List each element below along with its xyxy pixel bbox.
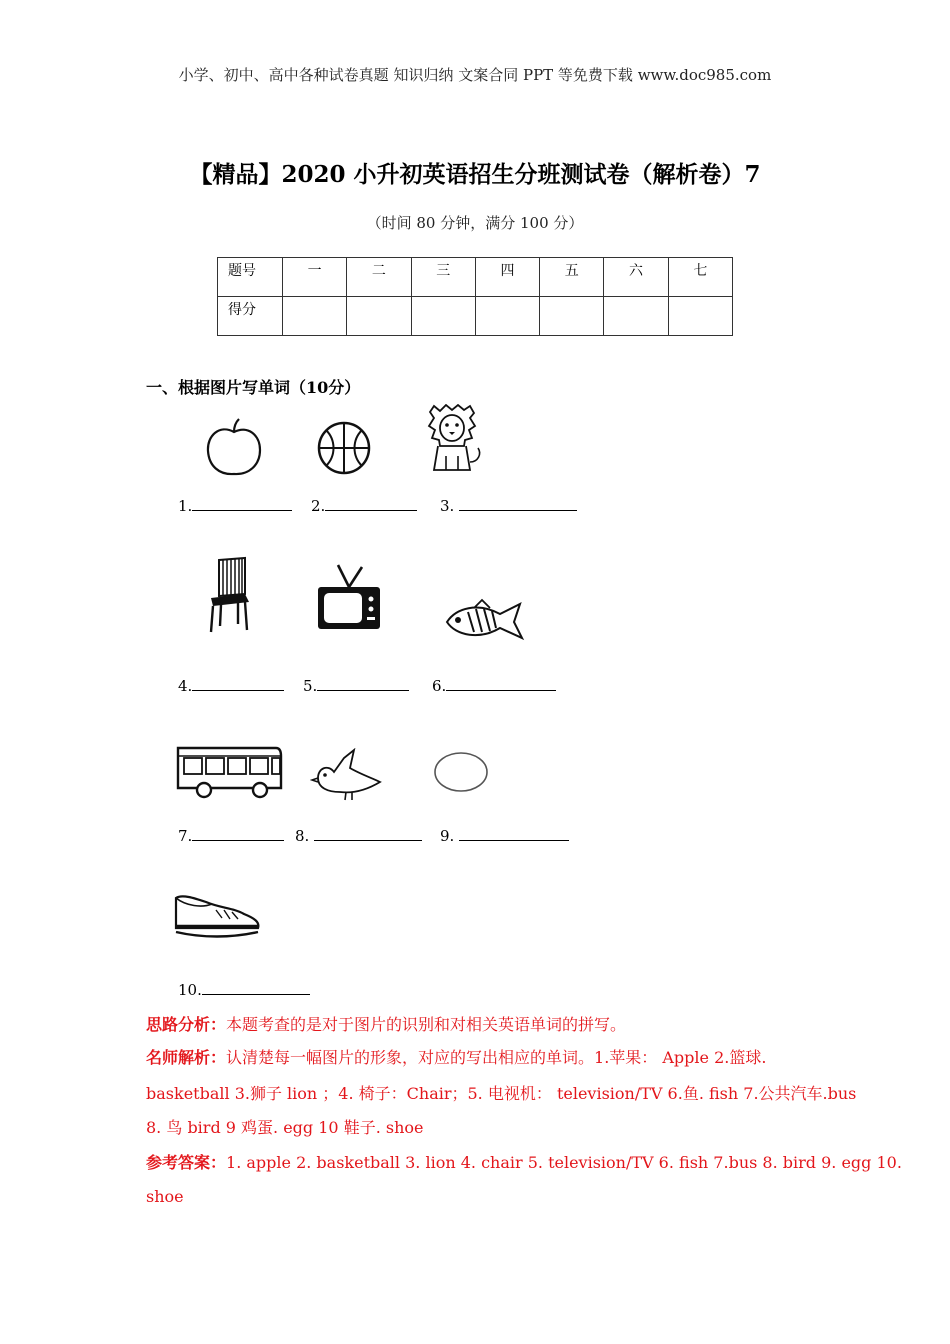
answer-blank-2[interactable]: 2. xyxy=(311,496,417,515)
score-cell[interactable] xyxy=(540,297,604,336)
score-cell[interactable] xyxy=(604,297,668,336)
exam-subtitle: （时间 80 分钟，满分 100 分） xyxy=(366,214,584,232)
blank-line[interactable] xyxy=(459,826,569,841)
score-table-col-3: 三 xyxy=(411,258,475,297)
score-table-col-7: 七 xyxy=(668,258,732,297)
blank-line[interactable] xyxy=(202,980,310,995)
score-table xyxy=(217,257,733,336)
blank-line[interactable] xyxy=(459,496,577,511)
egg-icon xyxy=(432,750,490,794)
score-table-label-qnum: 题号 xyxy=(218,258,283,297)
teacher-paragraph-line2: basketball 3.狮子 lion ；4. 椅子：Chair；5. 电视机： television/TV 6.鱼. fish 7.公共汽车.bus xyxy=(146,1084,857,1103)
blank-line[interactable] xyxy=(325,496,417,511)
answer-paragraph-line1: 参考答案：1. apple 2. basketball 3. lion 4. chair 5. television/TV 6. fish 7.bus 8. bird 9. egg 10. xyxy=(146,1153,902,1172)
blank-line[interactable] xyxy=(192,676,284,691)
answer-blank-4[interactable]: 4. xyxy=(178,676,284,695)
blank-line[interactable] xyxy=(192,496,292,511)
score-table-col-5: 五 xyxy=(540,258,604,297)
answer-blank-8[interactable]: 8. xyxy=(295,826,422,845)
score-cell[interactable] xyxy=(283,297,347,336)
answer-paragraph-line2: shoe xyxy=(146,1187,184,1206)
bird-icon xyxy=(310,748,382,802)
bus-icon xyxy=(174,744,284,800)
score-table-col-2: 二 xyxy=(347,258,411,297)
blank-line[interactable] xyxy=(192,826,284,841)
score-table-label-score: 得分 xyxy=(218,297,283,336)
basketball-icon xyxy=(316,420,372,476)
page-title: 【精品】2020 小升初英语招生分班测试卷（解析卷）7 xyxy=(189,161,761,188)
lion-icon xyxy=(420,404,486,476)
blank-line[interactable] xyxy=(314,826,422,841)
score-table-col-6: 六 xyxy=(604,258,668,297)
blank-line[interactable] xyxy=(317,676,409,691)
analysis-text: 本题考查的是对于图片的识别和对相关英语单词的拼写。 xyxy=(226,1015,627,1034)
answer-label: 参考答案： xyxy=(146,1153,227,1172)
score-cell[interactable] xyxy=(347,297,411,336)
answer-blank-6[interactable]: 6. xyxy=(432,676,556,695)
answer-blank-1[interactable]: 1. xyxy=(178,496,292,515)
answer-blank-7[interactable]: 7. xyxy=(178,826,284,845)
teacher-label: 名师解析： xyxy=(146,1048,227,1067)
teacher-paragraph-line1: 名师解析：认清楚每一幅图片的形象，对应的写出相应的单词。1.苹果： Apple 2.篮球. xyxy=(146,1048,767,1067)
analysis-paragraph xyxy=(146,1012,626,1035)
answer-blank-10[interactable]: 10. xyxy=(178,980,310,999)
score-table-header-row xyxy=(218,258,733,297)
blank-line[interactable] xyxy=(446,676,556,691)
page-header: 小学、初中、高中各种试卷真题 知识归纳 文案合同 PPT 等免费下载 www.doc985.com xyxy=(178,66,772,84)
analysis-label: 思路分析： xyxy=(146,1015,227,1034)
apple-icon xyxy=(203,418,265,478)
score-table-col-1: 一 xyxy=(283,258,347,297)
answer-blank-5[interactable]: 5. xyxy=(303,676,409,695)
score-cell[interactable] xyxy=(668,297,732,336)
shoe-icon xyxy=(172,888,262,940)
answer-blank-3[interactable]: 3. xyxy=(440,496,577,515)
answer-blank-9[interactable]: 9. xyxy=(440,826,569,845)
teacher-paragraph-line3: 8. 鸟 bird 9 鸡蛋. egg 10 鞋子. shoe xyxy=(146,1118,424,1137)
score-table-col-4: 四 xyxy=(475,258,539,297)
chair-icon xyxy=(205,556,253,634)
score-cell[interactable] xyxy=(411,297,475,336)
fish-icon xyxy=(444,598,526,644)
score-cell[interactable] xyxy=(475,297,539,336)
section-heading: 一、根据图片写单词（10分） xyxy=(146,378,361,397)
television-icon xyxy=(316,563,382,631)
score-table-score-row xyxy=(218,297,733,336)
